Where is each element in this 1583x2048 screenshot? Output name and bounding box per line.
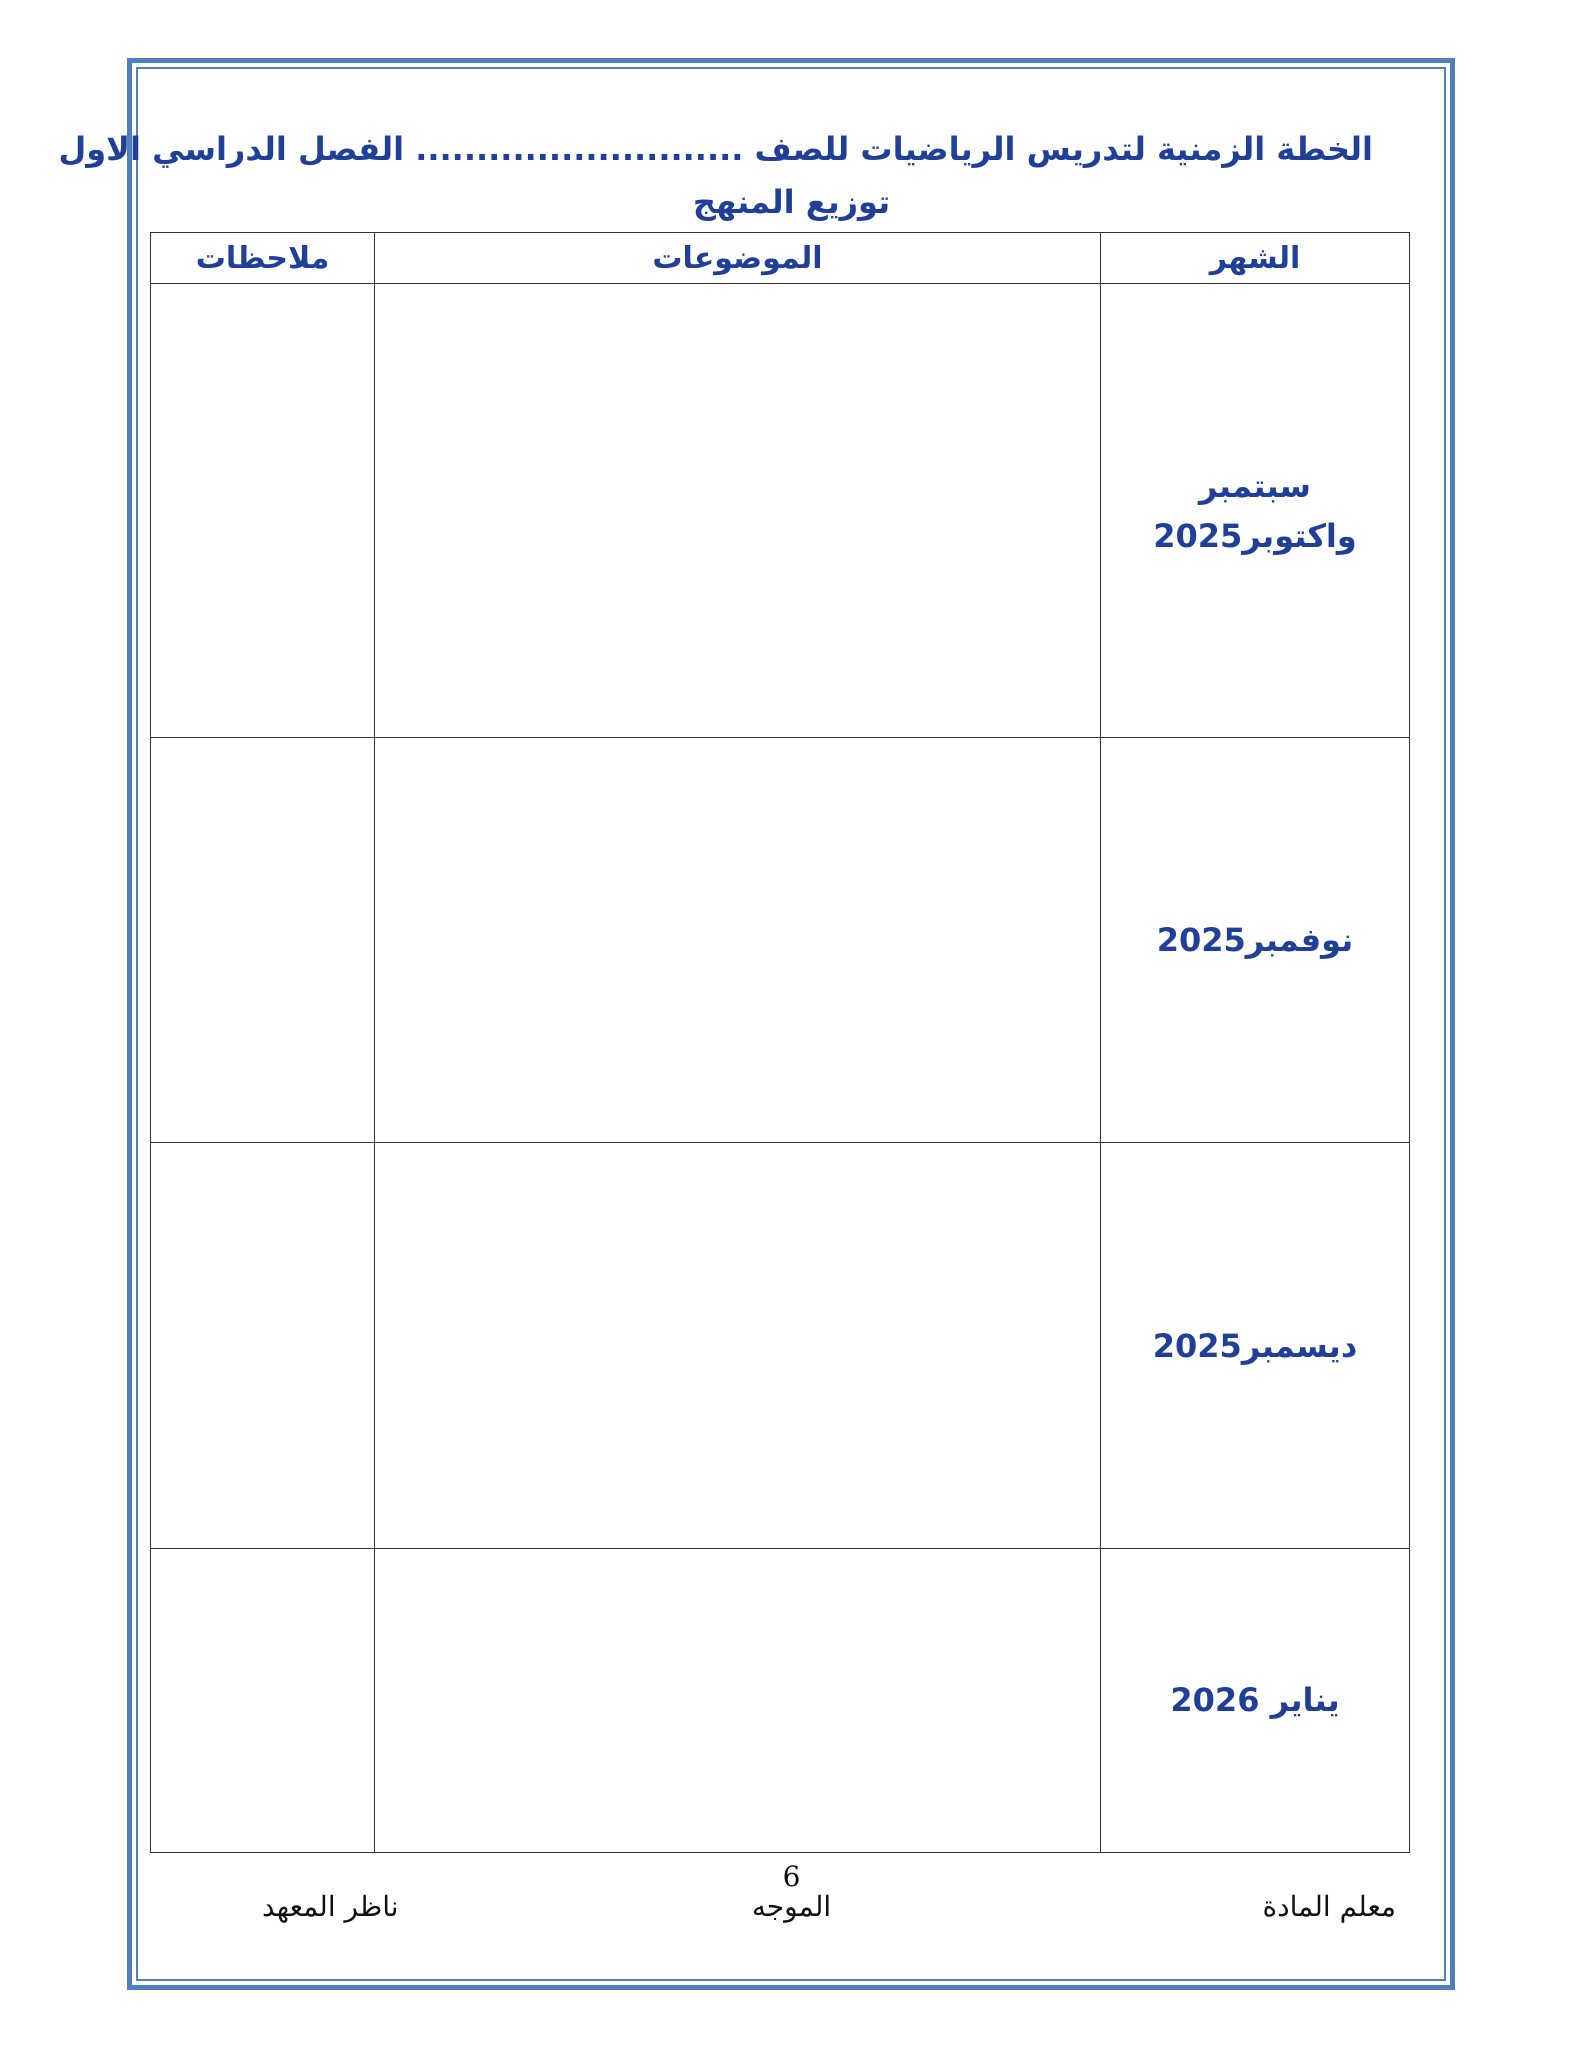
table-row xyxy=(151,737,1410,1143)
page-number: 6 xyxy=(782,1860,801,1893)
month-cell xyxy=(1101,1143,1410,1549)
document-title: الخطة الزمنية لتدريس الرياضيات للصف ........................... الفصل الدراسي الاول xyxy=(58,130,1373,168)
notes-cell[interactable] xyxy=(151,1143,375,1549)
notes-cell[interactable] xyxy=(151,1548,375,1852)
plan-table xyxy=(150,232,1410,1853)
notes-cell[interactable] xyxy=(151,737,375,1143)
document-subtitle: توزيع المنهج xyxy=(692,183,891,221)
month-label: يناير 2026 xyxy=(1170,1681,1340,1720)
topics-cell[interactable] xyxy=(375,1548,1101,1852)
month-cell xyxy=(1101,737,1410,1143)
table-row xyxy=(151,1548,1410,1852)
month-label: ديسمبر2025 xyxy=(1152,1326,1358,1365)
month-cell xyxy=(1101,284,1410,738)
table-header-row xyxy=(151,233,1410,284)
month-cell xyxy=(1101,1548,1410,1852)
month-label: واكتوبر2025 xyxy=(1153,516,1357,555)
month-label: نوفمبر2025 xyxy=(1156,921,1354,960)
notes-cell[interactable] xyxy=(151,284,375,738)
month-label: سبتمبر xyxy=(1198,466,1311,505)
header-month: الشهر xyxy=(1101,233,1410,284)
footer-supervisor-label: الموجه xyxy=(751,1890,832,1923)
topics-cell[interactable] xyxy=(375,737,1101,1143)
table-row xyxy=(151,1143,1410,1549)
header-notes: ملاحظات xyxy=(151,233,375,284)
topics-cell[interactable] xyxy=(375,284,1101,738)
footer-teacher-label: معلم المادة xyxy=(1262,1890,1396,1923)
table-row xyxy=(151,284,1410,738)
topics-cell[interactable] xyxy=(375,1143,1101,1549)
footer-principal-label: ناظر المعهد xyxy=(262,1890,399,1923)
header-topics: الموضوعات xyxy=(375,233,1101,284)
